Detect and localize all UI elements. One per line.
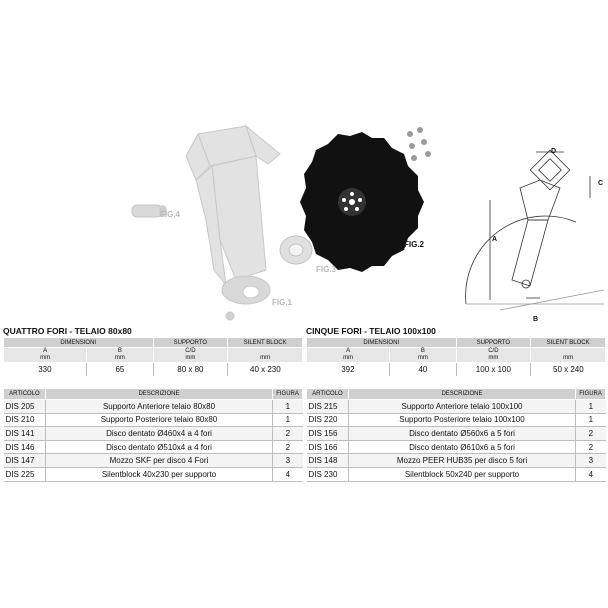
dim-cd-letter: C/D [185,348,196,354]
figura-header: FIGURA [273,389,303,400]
table-row [307,440,606,454]
dimensions-table [306,337,606,376]
article-figure: 2 [273,440,303,454]
dim-a-unit: mm [40,355,51,361]
article-figure: 1 [576,413,606,427]
article-figure: 1 [273,400,303,414]
table-row [307,467,606,481]
value-b: 40 [390,363,456,377]
table-row [307,454,606,468]
article-description: Mozzo PEER HUB35 per disco 5 fori [348,454,575,468]
dim-cd-unit: mm [488,355,499,361]
article-description: Supporto Posteriore telaio 80x80 [45,413,272,427]
dimensioni-header: DIMENSIONI [307,338,457,348]
dimension-diagram [466,150,604,310]
article-code: DIS 166 [307,440,349,454]
article-description: Silentblock 40x230 per supporto [45,467,272,481]
section-quattro-fori [3,326,303,482]
notched-disc-drawing [300,132,424,272]
article-figure: 2 [576,440,606,454]
dim-b-letter: B [420,348,425,354]
dim-sb-sub [531,348,606,363]
article-description: Disco dentato Ø460x4 a 4 fori [45,427,272,441]
fig2-label: FIG.2 [404,240,425,249]
table-row [307,400,606,414]
value-silent: 50 x 240 [531,363,606,377]
dim-a-letter: A [346,348,351,354]
article-code: DIS 147 [4,454,46,468]
product-illustrations [0,120,608,325]
dim-a-sub [307,348,390,363]
fig3-label: FIG.3 [316,265,337,274]
dim-sb-sub [228,348,303,363]
article-description: Supporto Anteriore telaio 100x100 [348,400,575,414]
descrizione-header: DESCRIZIONE [348,389,575,400]
dim-c-label: C [598,180,604,187]
dim-d-label: D [551,148,557,155]
dim-a-letter: A [43,348,48,354]
article-code: DIS 141 [4,427,46,441]
article-figure: 3 [576,454,606,468]
dim-cd-sub [456,348,531,363]
dim-cd-unit: mm [185,355,196,361]
article-code: DIS 205 [4,400,46,414]
dimensioni-header: DIMENSIONI [4,338,154,348]
dim-b-label: B [533,316,539,323]
section-cinque-fori [306,326,606,482]
article-figure: 1 [576,400,606,414]
article-code: DIS 148 [307,454,349,468]
table-row [4,400,303,414]
value-b: 65 [87,363,153,377]
dim-b-sub [87,348,153,363]
article-code: DIS 156 [307,427,349,441]
fig1-label: FIG.1 [272,298,293,307]
table-row [307,413,606,427]
article-description: Supporto Posteriore telaio 100x100 [348,413,575,427]
article-code: DIS 210 [4,413,46,427]
descrizione-header: DESCRIZIONE [45,389,272,400]
article-code: DIS 225 [4,467,46,481]
articolo-header: ARTICOLO [4,389,46,400]
table-row [307,427,606,441]
hub-drawing [280,236,312,264]
fig4-label: FIG.4 [160,210,181,219]
value-supporto: 100 x 100 [456,363,531,377]
support-bracket-drawing [186,126,280,320]
value-supporto: 80 x 80 [153,363,228,377]
dim-b-unit: mm [114,355,125,361]
article-description: Supporto Anteriore telaio 80x80 [45,400,272,414]
article-description: Mozzo SKF per disco 4 Fori [45,454,272,468]
article-figure: 2 [576,427,606,441]
article-description: Disco dentato Ø610x6 a 5 fori [348,440,575,454]
article-code: DIS 215 [307,400,349,414]
value-a: 392 [341,365,355,374]
dim-sb-unit: mm [260,355,271,361]
section-title: QUATTRO FORI - TELAIO 80x80 [3,326,132,336]
figura-header: FIGURA [576,389,606,400]
illustration-canvas [0,120,608,325]
supporto-header: SUPPORTO [153,338,228,348]
article-figure: 4 [273,467,303,481]
value-a: 330 [38,365,52,374]
silent-block-header: SILENT BLOCK [531,338,606,348]
dim-cd-letter: C/D [488,348,499,354]
dim-a-unit: mm [343,355,354,361]
parts-table [3,388,303,482]
table-row [4,413,303,427]
article-code: DIS 230 [307,467,349,481]
dim-b-unit: mm [417,355,428,361]
article-figure: 2 [273,427,303,441]
articolo-header: ARTICOLO [307,389,349,400]
article-description: Disco dentato Ø510x4 a 4 fori [45,440,272,454]
dim-sb-unit: mm [563,355,574,361]
silent-block-header: SILENT BLOCK [228,338,303,348]
table-row [4,427,303,441]
dimensions-table [3,337,303,376]
article-code: DIS 146 [4,440,46,454]
dim-b-sub [390,348,456,363]
supporto-header: SUPPORTO [456,338,531,348]
dim-cd-sub [153,348,228,363]
article-description: Disco dentato Ø560x6 a 5 fori [348,427,575,441]
table-row [4,454,303,468]
value-silent: 40 x 230 [228,363,303,377]
article-figure: 1 [273,413,303,427]
article-code: DIS 220 [307,413,349,427]
table-row [4,467,303,481]
section-title: CINQUE FORI - TELAIO 100x100 [306,326,436,336]
parts-table [306,388,606,482]
table-row [4,440,303,454]
dim-b-letter: B [117,348,122,354]
bolts-drawing [407,127,431,161]
dim-a-label: A [492,236,498,243]
article-figure: 4 [576,467,606,481]
dim-a-sub [4,348,87,363]
article-figure: 3 [273,454,303,468]
article-description: Silentblock 50x240 per supporto [348,467,575,481]
